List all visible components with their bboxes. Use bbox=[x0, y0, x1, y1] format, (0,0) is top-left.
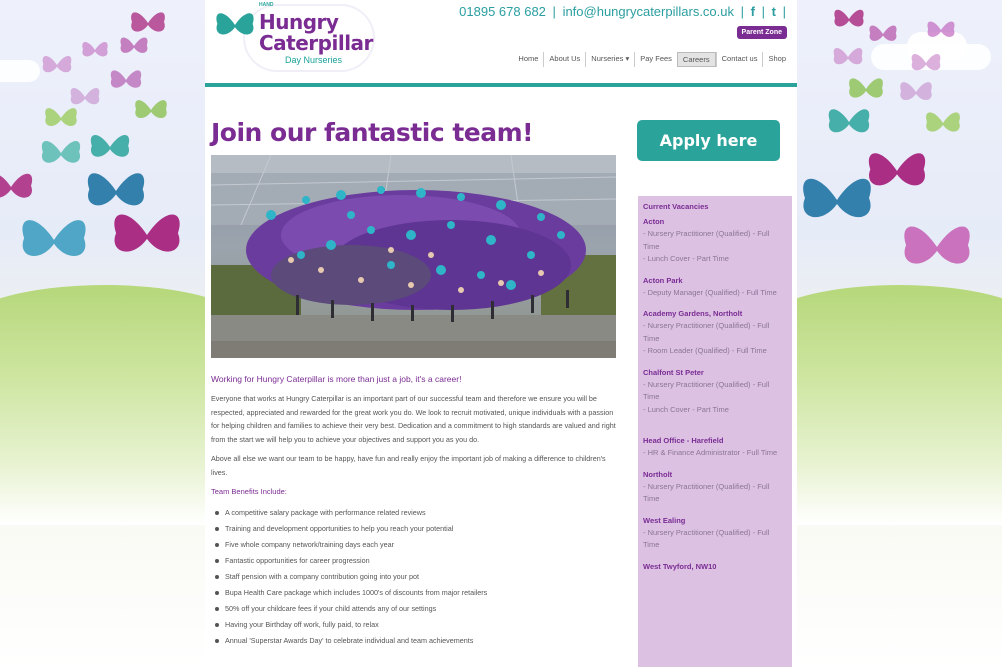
vacancy-role[interactable]: - Lunch Cover - Part Time bbox=[643, 254, 729, 263]
facebook-icon[interactable]: f bbox=[750, 4, 755, 19]
butterfly-decoration-icon bbox=[14, 212, 94, 268]
butterfly-logo-icon bbox=[213, 8, 257, 42]
team-photo bbox=[211, 155, 616, 358]
logo-line-1: Hungry bbox=[259, 10, 339, 34]
butterfly-decoration-icon bbox=[38, 136, 84, 170]
vacancy-location[interactable]: Head Office - Harefield bbox=[643, 436, 724, 445]
nav-nurseries[interactable] bbox=[585, 52, 634, 67]
list-item: Fantastic opportunities for career progression bbox=[211, 553, 616, 569]
benefits-heading: Team Benefits Include: bbox=[211, 487, 287, 496]
phone-link[interactable]: 01895 678 682 bbox=[459, 4, 546, 19]
current-vacancies-panel bbox=[638, 196, 792, 667]
butterfly-decoration-icon bbox=[909, 50, 943, 76]
contact-line bbox=[459, 4, 789, 19]
site-header bbox=[205, 0, 797, 88]
paragraph: Everyone that works at Hungry Caterpillar is an important part of our successful team and therefore we ensure you will be respected, appreciated and rewarded for the great work you do. We look to recruit motivated, unique individuals with a passion for helping children and families to achieve their very best. Dedication and a commitment to high standards are valued and right from the start we will help you to achieve your objectives and support you as you do. bbox=[211, 394, 616, 444]
butterfly-decoration-icon bbox=[108, 66, 144, 94]
vacancy-group bbox=[643, 436, 787, 460]
butterfly-decoration-icon bbox=[925, 18, 957, 42]
butterfly-decoration-icon bbox=[0, 168, 36, 206]
butterfly-decoration-icon bbox=[825, 104, 873, 140]
list-item: Five whole company network/training days each year bbox=[211, 537, 616, 553]
page-title: Join our fantastic team! bbox=[211, 118, 534, 147]
logo-line-3: Day Nurseries bbox=[285, 55, 343, 65]
vacancy-role[interactable]: - Lunch Cover - Part Time bbox=[643, 404, 729, 414]
vacancy-role[interactable]: - Deputy Manager (Qualified) - Full Time bbox=[643, 287, 777, 297]
nav-nurseries-label: Nurseries bbox=[591, 54, 624, 63]
list-item: Annual 'Superstar Awards Day' to celebrate individual and team achievements bbox=[211, 633, 616, 649]
butterfly-decoration-icon bbox=[897, 78, 935, 106]
main-nav bbox=[513, 52, 791, 67]
separator: | bbox=[552, 4, 556, 19]
butterfly-decoration-icon bbox=[831, 6, 867, 32]
vacancy-role[interactable]: - Nursery Practitioner (Qualified) - Full Time bbox=[643, 527, 770, 549]
butterfly-decoration-icon bbox=[80, 38, 110, 62]
logo-line-2: Caterpillar bbox=[259, 31, 373, 55]
butterfly-decoration-icon bbox=[108, 206, 186, 264]
logo-small-text: HAND bbox=[259, 2, 274, 8]
vacancy-location[interactable]: Acton bbox=[643, 217, 665, 226]
vacancy-location[interactable]: Chalfont St Peter bbox=[643, 367, 704, 377]
paragraph: Above all else we want our team to be happy, have fun and really enjoy the important job of making a difference to children's lives. bbox=[211, 454, 606, 477]
vacancy-group bbox=[643, 276, 787, 300]
background-left-panel bbox=[0, 0, 210, 667]
vacancy-role[interactable]: - Nursery Practitioner (Qualified) - Full Time bbox=[643, 229, 770, 251]
butterfly-decoration-icon bbox=[42, 104, 80, 132]
vacancy-role[interactable]: - Nursery Practitioner (Qualified) - Full Time bbox=[643, 379, 770, 401]
vacancy-role[interactable]: - Nursery Practitioner (Qualified) - Full Time bbox=[643, 481, 770, 503]
separator: | bbox=[740, 4, 745, 19]
vacancy-location[interactable]: Academy Gardens, Northolt bbox=[643, 309, 743, 318]
nav-pay-fees[interactable]: Pay Fees bbox=[634, 52, 677, 67]
logo[interactable] bbox=[211, 2, 376, 72]
vacancy-role[interactable]: - HR & Finance Administrator - Full Time bbox=[643, 448, 778, 457]
vacancy-group bbox=[643, 516, 787, 552]
chevron-down-icon: ▾ bbox=[625, 54, 630, 63]
butterfly-decoration-icon bbox=[923, 108, 963, 138]
email-link[interactable]: info@hungrycaterpillars.co.uk bbox=[562, 4, 735, 19]
butterfly-decoration-icon bbox=[897, 218, 977, 276]
list-item: 50% off your childcare fees if your child attends any of our settings bbox=[211, 601, 616, 617]
page-column bbox=[205, 0, 797, 667]
butterfly-decoration-icon bbox=[797, 170, 877, 230]
twitter-icon[interactable]: t bbox=[771, 4, 776, 19]
separator: | bbox=[782, 4, 786, 19]
separator: | bbox=[761, 4, 766, 19]
butterfly-decoration-icon bbox=[831, 44, 865, 70]
list-item: Having your Birthday off work, fully paid, to relax bbox=[211, 617, 616, 633]
nav-careers[interactable]: Careers bbox=[677, 52, 716, 67]
nav-shop[interactable]: Shop bbox=[762, 52, 791, 67]
body-text bbox=[211, 392, 616, 649]
vacancy-group bbox=[643, 217, 787, 266]
header-divider bbox=[205, 83, 797, 87]
vacancy-group bbox=[643, 470, 787, 506]
benefits-list bbox=[211, 505, 616, 649]
background-hill bbox=[0, 285, 210, 525]
butterfly-decoration-icon bbox=[118, 34, 150, 58]
team-photo-illustration bbox=[211, 155, 616, 358]
background-cloud bbox=[0, 60, 40, 82]
background-right-panel bbox=[797, 0, 1002, 667]
vacancy-group bbox=[643, 309, 787, 358]
nav-home[interactable]: Home bbox=[518, 54, 539, 63]
butterfly-decoration-icon bbox=[86, 130, 134, 164]
list-item: A competitive salary package with performance related reviews bbox=[211, 505, 616, 521]
vacancy-location[interactable]: West Twyford, NW10 bbox=[643, 561, 717, 571]
list-item: Bupa Health Care package which includes 1000's of discounts from major retailers bbox=[211, 585, 616, 601]
list-item: Staff pension with a company contribution going into your pot bbox=[211, 569, 616, 585]
list-item: Training and development opportunities to help you reach your potential bbox=[211, 521, 616, 537]
vacancy-location[interactable]: Northolt bbox=[643, 469, 673, 479]
background-hill bbox=[797, 285, 1002, 525]
vacancy-role[interactable]: - Room Leader (Qualified) - Full Time bbox=[643, 346, 767, 355]
intro-text: Working for Hungry Caterpillar is more than just a job, it's a career! bbox=[211, 374, 462, 384]
vacancy-location[interactable]: Acton Park bbox=[643, 275, 683, 285]
butterfly-decoration-icon bbox=[845, 74, 887, 104]
vacancy-group bbox=[643, 368, 787, 417]
nav-about-us[interactable]: About Us bbox=[543, 52, 585, 67]
parent-zone-button[interactable]: Parent Zone bbox=[737, 26, 787, 39]
butterfly-decoration-icon bbox=[867, 22, 899, 46]
butterfly-decoration-icon bbox=[132, 96, 170, 124]
vacancy-group bbox=[643, 562, 787, 571]
apply-here-button[interactable]: Apply here bbox=[637, 120, 780, 161]
vacancies-title: Current Vacancies bbox=[643, 202, 709, 211]
butterfly-decoration-icon bbox=[40, 52, 74, 78]
vacancy-role[interactable]: - Nursery Practitioner (Qualified) - Full Time bbox=[643, 321, 770, 343]
nav-contact-us[interactable]: Contact us bbox=[716, 52, 763, 67]
vacancy-location[interactable]: West Ealing bbox=[643, 515, 686, 525]
main-content bbox=[211, 118, 616, 649]
